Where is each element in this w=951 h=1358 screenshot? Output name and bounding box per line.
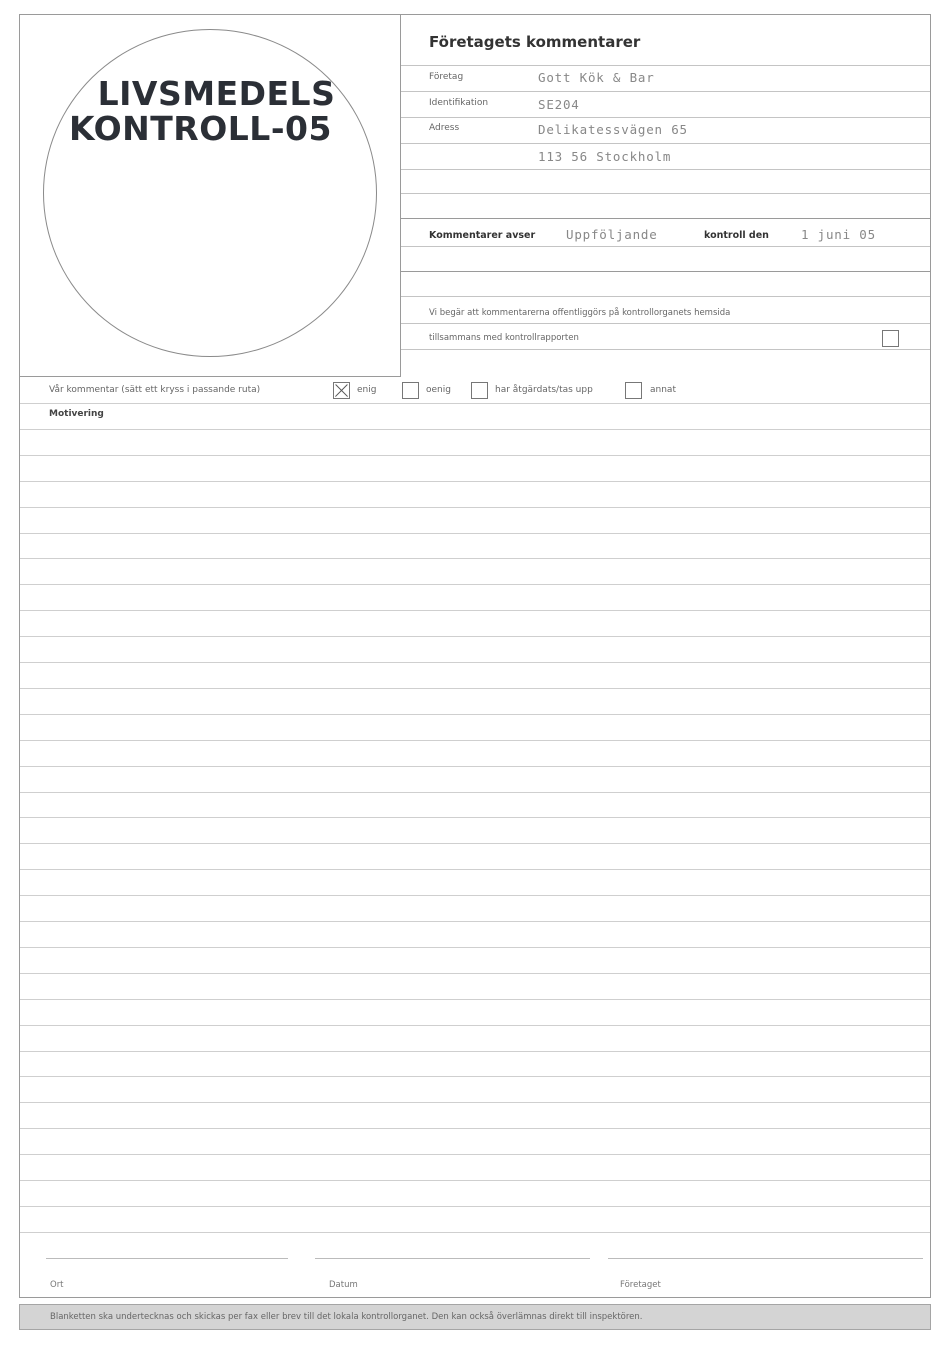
publish-together-text: tillsammans med kontrollrapporten bbox=[429, 333, 579, 343]
form-frame bbox=[19, 14, 931, 1298]
ruled-line bbox=[20, 766, 930, 767]
divider bbox=[401, 193, 930, 194]
ruled-line bbox=[20, 869, 930, 870]
ruled-line bbox=[20, 1025, 930, 1026]
logo-title-line2: KONTROLL-05 bbox=[69, 109, 332, 148]
ruled-line bbox=[20, 1206, 930, 1207]
comments-about-value[interactable]: Uppföljande bbox=[566, 227, 658, 242]
ruled-line bbox=[20, 1102, 930, 1103]
option-enig-checkbox[interactable] bbox=[333, 382, 350, 399]
ruled-line bbox=[20, 1076, 930, 1077]
footer-instructions bbox=[19, 1304, 931, 1330]
footer-text: Blanketten ska undertecknas och skickas per fax eller brev till det lokala kontrollorganet. Den kan också överlämnas direkt till inspektören. bbox=[50, 1312, 643, 1322]
ruled-line bbox=[20, 455, 930, 456]
ruled-line bbox=[20, 792, 930, 793]
option-atgardats-checkbox[interactable] bbox=[471, 382, 488, 399]
ruled-line bbox=[20, 947, 930, 948]
field-value-id[interactable]: SE204 bbox=[538, 97, 580, 112]
ruled-line bbox=[20, 817, 930, 818]
field-label-company: Företag bbox=[429, 72, 464, 82]
ruled-line bbox=[20, 1154, 930, 1155]
ruled-line bbox=[20, 1232, 930, 1233]
ruled-line bbox=[20, 403, 930, 404]
company-panel bbox=[401, 15, 930, 377]
ruled-line bbox=[20, 507, 930, 508]
divider bbox=[401, 65, 930, 66]
divider bbox=[401, 323, 930, 324]
ruled-line bbox=[20, 429, 930, 430]
publish-checkbox[interactable] bbox=[882, 330, 899, 347]
ruled-line bbox=[20, 662, 930, 663]
field-label-id: Identifikation bbox=[429, 98, 489, 108]
motivation-label: Motivering bbox=[49, 409, 104, 419]
ruled-line bbox=[20, 843, 930, 844]
ruled-line bbox=[20, 740, 930, 741]
ruled-line bbox=[20, 714, 930, 715]
logo-title-line1: LIVSMEDELS bbox=[97, 74, 336, 113]
option-annat-checkbox[interactable] bbox=[625, 382, 642, 399]
ruled-line bbox=[20, 1128, 930, 1129]
divider bbox=[401, 117, 930, 118]
ruled-line bbox=[20, 1051, 930, 1052]
divider bbox=[401, 271, 930, 272]
option-annat-label: annat bbox=[650, 385, 676, 395]
divider bbox=[401, 143, 930, 144]
ruled-line bbox=[20, 636, 930, 637]
ruled-line bbox=[20, 1180, 930, 1181]
field-label-address: Adress bbox=[429, 123, 460, 133]
option-enig-label: enig bbox=[357, 385, 377, 395]
field-value-postal[interactable]: 113 56 Stockholm bbox=[538, 149, 672, 164]
publish-request-text: Vi begär att kommentarerna offentliggörs på kontrollorganets hemsida bbox=[429, 308, 731, 318]
field-value-address[interactable]: Delikatessvägen 65 bbox=[538, 122, 688, 137]
logo-panel bbox=[20, 15, 401, 377]
ruled-line bbox=[20, 921, 930, 922]
option-oenig-checkbox[interactable] bbox=[402, 382, 419, 399]
divider bbox=[401, 91, 930, 92]
signature-line-company[interactable] bbox=[608, 1258, 923, 1259]
opinion-prompt: Vår kommentar (sätt ett kryss i passande ruta) bbox=[49, 385, 261, 395]
field-value-company[interactable]: Gott Kök & Bar bbox=[538, 70, 655, 85]
ruled-line bbox=[20, 584, 930, 585]
ruled-line bbox=[20, 973, 930, 974]
divider bbox=[401, 296, 930, 297]
control-date-label: kontroll den bbox=[704, 230, 769, 241]
ruled-line bbox=[20, 999, 930, 1000]
divider bbox=[401, 218, 930, 219]
ruled-line bbox=[20, 481, 930, 482]
ruled-line bbox=[20, 610, 930, 611]
comments-about-label: Kommentarer avser bbox=[429, 230, 536, 241]
divider bbox=[401, 246, 930, 247]
ruled-line bbox=[20, 895, 930, 896]
divider bbox=[401, 169, 930, 170]
signature-line-place[interactable] bbox=[46, 1258, 288, 1259]
option-atgardats-label: har åtgärdats/tas upp bbox=[495, 385, 593, 395]
signature-date-label: Datum bbox=[329, 1280, 358, 1290]
control-date-value[interactable]: 1 juni 05 bbox=[801, 227, 876, 242]
ruled-line bbox=[20, 533, 930, 534]
section-title: Företagets kommentarer bbox=[429, 33, 641, 51]
signature-company-label: Företaget bbox=[620, 1280, 661, 1290]
option-oenig-label: oenig bbox=[426, 385, 451, 395]
signature-line-date[interactable] bbox=[315, 1258, 590, 1259]
ruled-line bbox=[20, 558, 930, 559]
signature-place-label: Ort bbox=[50, 1280, 64, 1290]
divider bbox=[401, 349, 930, 350]
ruled-line bbox=[20, 688, 930, 689]
